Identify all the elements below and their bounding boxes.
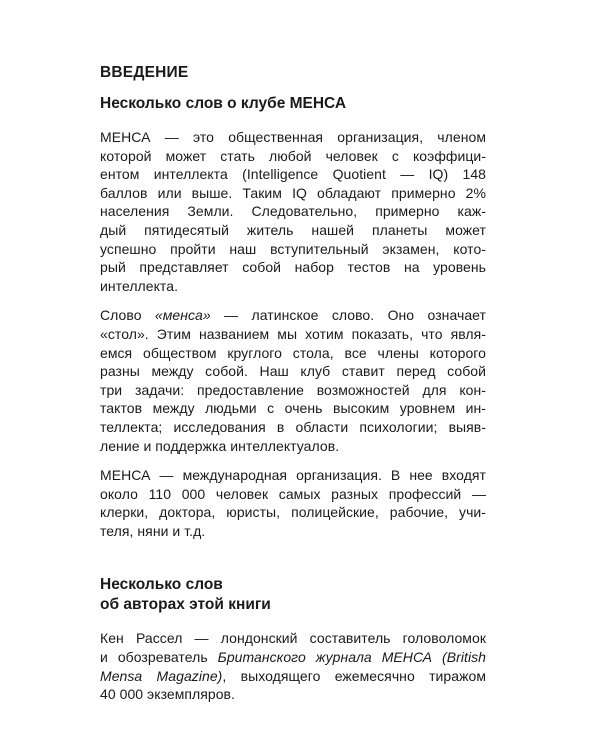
text-line: баллов или выше. Таким IQ обладают примерно 2%	[100, 184, 486, 201]
text-line: рый представляет собой набор тестов на уровень	[100, 259, 486, 276]
text-line	[100, 648, 486, 667]
text-line	[100, 667, 486, 686]
text-line: клерки, доктора, юристы, полицейские, рабочие, учи-	[100, 504, 486, 521]
text-line: Кен Рассел — лондонский составитель головоломок	[100, 630, 486, 647]
text-line: теля, няни и т.д.	[100, 522, 206, 539]
text-line: которой может стать любой человек с коэффици-	[100, 147, 486, 164]
text-fragment: — латинское слово. Оно означает	[210, 307, 486, 324]
section-title-line: Несколько слов	[100, 576, 223, 594]
text-line: около 110 000 человек самых разных профессий —	[100, 485, 486, 502]
text-line: населения Земли. Следовательно, примерно каж-	[100, 203, 486, 220]
text-line: теллекта; исследования в области психологии; выяв-	[100, 418, 486, 435]
paragraph-mensa-word	[100, 306, 486, 455]
text-line: емся обществом круглого стола, все члены которого	[100, 344, 486, 361]
section-title-line: об авторах этой книги	[100, 596, 271, 614]
text-line: три задачи: предоставление возможностей для кон-	[100, 381, 486, 398]
text-line: 40 000 экземпляров.	[100, 686, 235, 703]
text-fragment: , выходящего ежемесячно тиражом	[222, 667, 486, 684]
section-title-mensa: Несколько слов о клубе МЕНСА	[100, 95, 347, 112]
text-line: тактов между людьми с очень высоким уровнем ин-	[100, 400, 486, 417]
paragraph-authors	[100, 629, 486, 703]
emphasis-magazine: Mensa Magazine)	[100, 667, 223, 684]
text-line: «стол». Этим названием мы хотим показать, что явля-	[100, 325, 486, 342]
text-line: МЕНСА — это общественная организация, членом	[100, 129, 486, 145]
text-line	[100, 306, 486, 325]
text-line: успешно пройти наш вступительный экзамен, кото-	[100, 240, 486, 257]
paragraph-mensa-international	[100, 466, 486, 540]
paragraph-mensa-intro	[100, 128, 486, 295]
text-line: интеллекта.	[100, 277, 179, 294]
text-line: ление и поддержка интеллектуалов.	[100, 437, 340, 454]
page	[100, 62, 486, 715]
text-line: МЕНСА — международная организация. В нее входят	[100, 467, 486, 484]
text-line: разны между собой. Наш клуб ставит перед собой	[100, 363, 486, 380]
section-spacer	[100, 551, 486, 575]
text-fragment: Слово	[100, 307, 155, 324]
emphasis-magazine: Британского журнала МЕНСА (British	[217, 649, 486, 666]
text-line: дый пятидесятый житель нашей планеты может	[100, 221, 486, 238]
text-line: ентом интеллекта (Intelligence Quotient — IQ) 148	[100, 166, 486, 183]
section-title-authors	[100, 575, 486, 615]
chapter-heading: ВВЕДЕНИЕ	[100, 64, 189, 81]
text-fragment: и обозреватель	[100, 649, 218, 666]
emphasis-word: «менса»	[154, 307, 211, 324]
